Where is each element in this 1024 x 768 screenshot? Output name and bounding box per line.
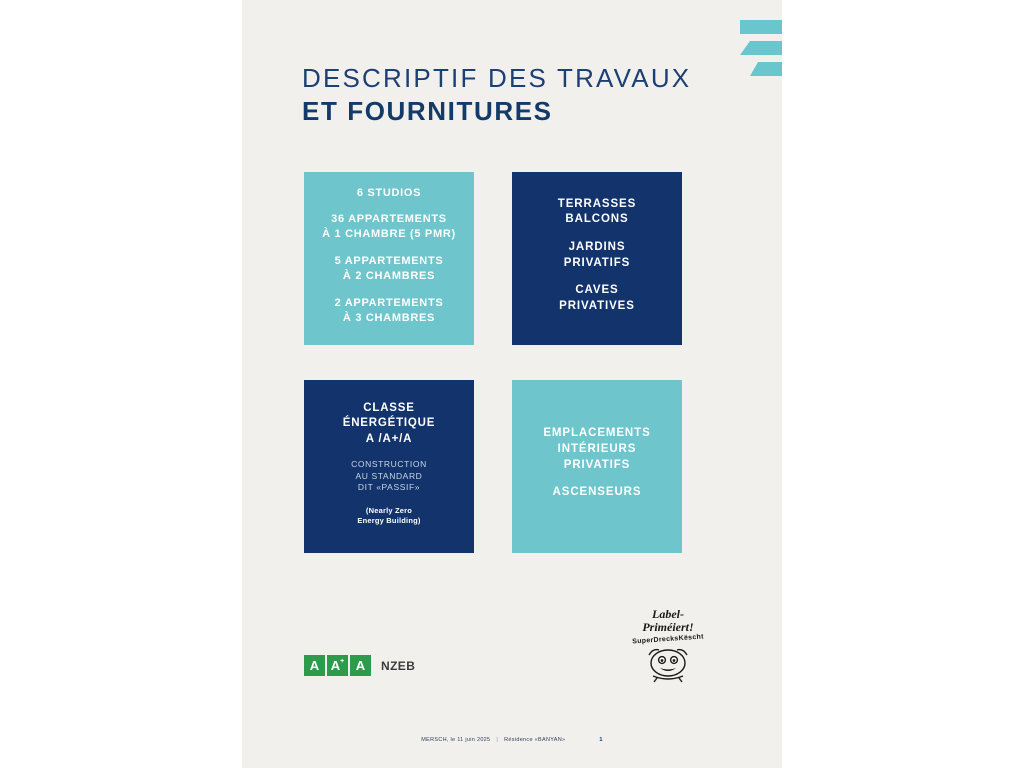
superdreckskescht-stamp — [618, 608, 718, 698]
card-group — [559, 283, 635, 314]
card-group — [322, 212, 456, 242]
footer-inner — [421, 737, 603, 743]
card-logements — [304, 172, 474, 345]
card-group — [553, 485, 642, 501]
card-line: PRIVATIFS — [563, 256, 631, 269]
card-exterieurs — [512, 172, 682, 345]
card-line: BALCONS — [565, 213, 629, 226]
card-group — [558, 197, 636, 228]
card-group — [335, 254, 444, 284]
aaa-letter: A — [355, 658, 366, 673]
aaa-box-1 — [304, 655, 325, 676]
page-title — [302, 62, 691, 128]
card-line: EMPLACEMENTS — [543, 427, 651, 440]
card-line: PRIVATIFS — [563, 458, 631, 471]
card-line: CAVES — [575, 284, 619, 297]
stripe-1 — [740, 20, 782, 34]
card-group — [357, 186, 421, 201]
mascot-icon — [639, 643, 697, 683]
stamp-curve-text: SuperDrecksKëscht — [632, 633, 704, 646]
decorative-stripes — [722, 0, 782, 90]
card-line: DIT «PASSIF» — [357, 482, 421, 493]
card-line: ÉNERGÉTIQUE — [342, 417, 436, 430]
card-line: CLASSE — [363, 401, 415, 414]
card-group — [335, 296, 444, 326]
footer-project: Résidence «BANYAN» — [504, 737, 566, 743]
card-line: CONSTRUCTION — [351, 459, 427, 470]
card-line: (Nearly Zero — [365, 505, 413, 515]
card-group — [564, 240, 630, 271]
card-line: ASCENSEURS — [552, 486, 642, 499]
card-group — [357, 506, 420, 526]
card-line: JARDINS — [568, 240, 626, 253]
card-line: 5 APPARTEMENTS — [334, 255, 444, 268]
footer-page-number: 1 — [599, 737, 603, 743]
aaa-box-2 — [327, 655, 348, 676]
footer-place-date: MERSCH, le 11 juin 2025 — [421, 737, 491, 743]
aaa-letter: A — [330, 658, 341, 673]
card-line: PRIVATIVES — [559, 299, 635, 312]
card-line: Energy Building) — [357, 515, 421, 525]
nzeb-label: NZEB — [381, 658, 416, 673]
document-page — [242, 0, 782, 768]
card-line: À 3 CHAMBRES — [342, 311, 436, 324]
stripe-2 — [740, 41, 782, 55]
aaa-boxes — [304, 655, 371, 676]
aaa-letter: A — [309, 658, 320, 673]
card-line: INTÉRIEURS — [557, 442, 637, 455]
card-line: 36 APPARTEMENTS — [331, 213, 447, 226]
card-line: 2 APPARTEMENTS — [334, 296, 444, 309]
card-group — [351, 459, 427, 493]
footer-separator: | — [496, 737, 499, 743]
card-parkings — [512, 380, 682, 553]
card-line: À 1 CHAMBRE (5 PMR) — [322, 228, 456, 241]
card-line: TERRASSES — [557, 197, 637, 210]
card-group — [543, 426, 650, 473]
stamp-line2: Priméiert! — [642, 620, 694, 635]
card-line: AU STANDARD — [355, 470, 423, 481]
stripe-3 — [750, 62, 782, 76]
card-group — [343, 401, 436, 448]
card-line: 6 STUDIOS — [356, 186, 422, 199]
card-line: A /A+/A — [365, 432, 413, 445]
aaa-box-3 — [350, 655, 371, 676]
aaa-plus: + — [340, 658, 345, 665]
page-title-line1: DESCRIPTIF DES TRAVAUX — [302, 63, 692, 93]
card-classe-energetique — [304, 380, 474, 553]
energy-badge — [304, 655, 415, 676]
card-line: À 2 CHAMBRES — [342, 269, 436, 282]
page-title-line2: ET FOURNITURES — [302, 95, 553, 126]
stamp-line1: Label- — [652, 607, 684, 621]
page-footer — [242, 728, 782, 746]
